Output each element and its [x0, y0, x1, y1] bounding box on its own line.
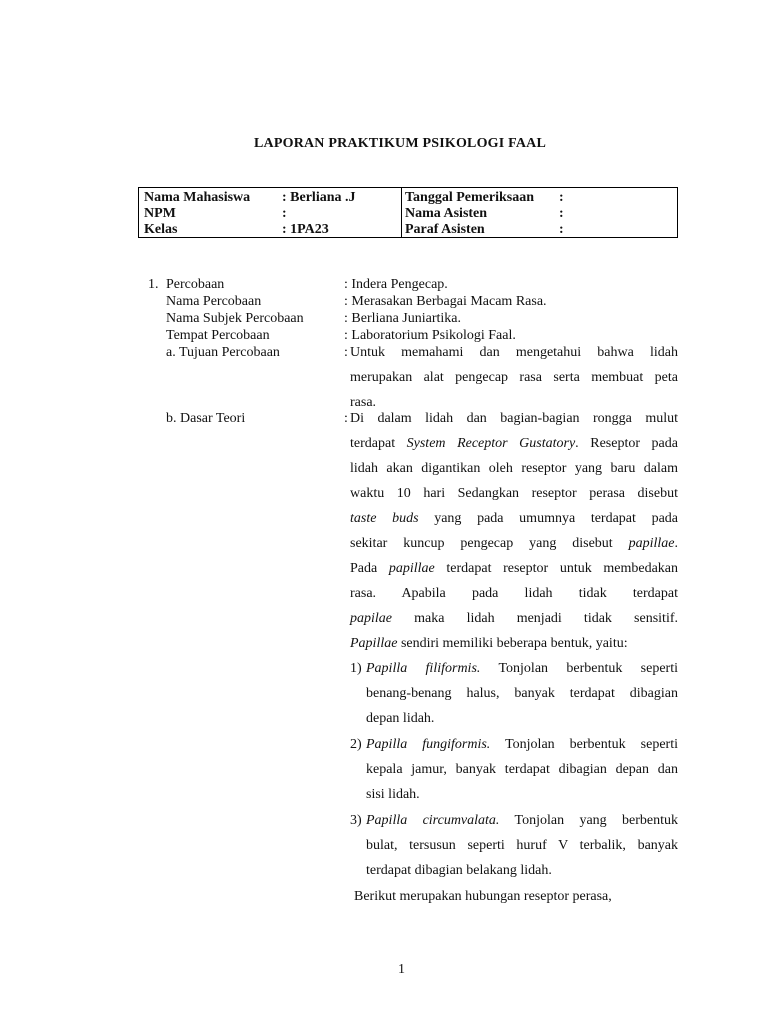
dasar-line-6-a: sekitar kuncup pengecap yang disebut — [350, 536, 629, 551]
papilla-item-3-line-1 — [366, 813, 678, 829]
tujuan-line-2: merupakan alat pengecap rasa serta membuat peta — [350, 370, 678, 385]
papilla-item-2-number: 2) — [350, 737, 362, 752]
dasar-line-1: Di dalam lidah dan bagian-bagian rongga mulut — [350, 411, 678, 426]
label-nama-asisten: Nama Asisten — [405, 206, 488, 221]
papilla-item-2-desc: Tonjolan berbentuk seperti — [505, 737, 678, 752]
label-tempat-percobaan: Tempat Percobaan — [166, 328, 270, 343]
dasar-line-2-a: terdapat — [350, 436, 407, 451]
term-papilla-fungiformis: Papilla fungiformis. — [366, 737, 491, 752]
label-npm: NPM — [144, 206, 176, 221]
papilla-item-2-line-1 — [366, 737, 678, 753]
papilla-item-3-line-3: terdapat dibagian belakang lidah. — [366, 863, 552, 878]
table-divider — [401, 188, 402, 237]
value-nama-subjek: : Berliana Juniartika. — [344, 311, 462, 326]
dasar-line-5 — [350, 511, 678, 527]
papilla-item-2-line-2: kepala jamur, banyak terdapat dibagian depan dan — [366, 762, 678, 777]
label-tujuan-percobaan: a. Tujuan Percobaan — [166, 345, 280, 360]
label-dasar-teori: b. Dasar Teori — [166, 411, 246, 426]
dasar-line-8: rasa. Apabila pada lidah tidak terdapat — [350, 586, 678, 601]
label-percobaan: Percobaan — [166, 277, 225, 292]
value-tempat-percobaan: : Laboratorium Psikologi Faal. — [344, 328, 516, 343]
term-papillae-3: Papillae — [350, 636, 398, 651]
label-nama-mahasiswa: Nama Mahasiswa — [144, 190, 251, 205]
value-paraf-asisten: : — [559, 222, 564, 237]
dasar-line-5-b: yang pada umumnya terdapat pada — [418, 511, 679, 526]
papilla-item-1-desc: Tonjolan berbentuk seperti — [498, 661, 678, 676]
value-kelas: : 1PA23 — [282, 222, 329, 237]
papilla-item-1-line-2: benang-benang halus, banyak terdapat dibagian — [366, 686, 678, 701]
term-papilla-circumvalata: Papilla circumvalata. — [366, 813, 500, 828]
dasar-line-2-c: . Reseptor pada — [575, 436, 678, 451]
papilla-item-2-line-3: sisi lidah. — [366, 787, 420, 802]
term-system-receptor: System Receptor Gustatory — [406, 436, 576, 451]
value-nama-mahasiswa: : Berliana .J — [282, 190, 356, 205]
dasar-line-2 — [350, 436, 678, 452]
dasar-line-9-b: maka lidah menjadi tidak sensitif. — [392, 611, 678, 626]
dasar-line-10 — [350, 636, 628, 652]
value-nama-percobaan: : Merasakan Berbagai Macam Rasa. — [344, 294, 547, 309]
term-papilae: papilae — [350, 611, 392, 626]
label-kelas: Kelas — [144, 222, 178, 237]
papilla-item-3-line-2: bulat, tersusun seperti huruf V terbalik, banyak — [366, 838, 678, 853]
dasar-line-7 — [350, 561, 678, 577]
label-nama-percobaan: Nama Percobaan — [166, 294, 262, 309]
papilla-item-3-desc: Tonjolan yang berbentuk — [514, 813, 678, 828]
label-paraf-asisten: Paraf Asisten — [405, 222, 485, 237]
papilla-item-3-number: 3) — [350, 813, 362, 828]
value-npm: : — [282, 206, 287, 221]
value-tanggal-pemeriksaan: : — [559, 190, 564, 205]
label-nama-subjek: Nama Subjek Percobaan — [166, 311, 304, 326]
dasar-line-6 — [350, 536, 678, 552]
term-papillae-2: papillae — [388, 561, 435, 576]
dasar-line-4: waktu 10 hari Sedangkan reseptor perasa disebut — [350, 486, 678, 501]
section-number: 1. — [148, 277, 159, 292]
dasar-closing-line: Berikut merupakan hubungan reseptor perasa, — [354, 889, 612, 904]
dasar-line-7-c: terdapat reseptor untuk membedakan — [434, 561, 678, 576]
document-title: LAPORAN PRAKTIKUM PSIKOLOGI FAAL — [254, 136, 546, 151]
papilla-item-1-number: 1) — [350, 661, 362, 676]
value-percobaan: : Indera Pengecap. — [344, 277, 448, 292]
tujuan-line-1: Untuk memahami dan mengetahui bahwa lidah — [350, 345, 678, 360]
term-papilla-filiformis: Papilla filiformis. — [366, 661, 481, 676]
term-papillae: papillae — [628, 536, 675, 551]
dasar-line-7-a: Pada — [350, 561, 389, 576]
term-taste-buds: taste buds — [350, 511, 419, 526]
label-tanggal-pemeriksaan: Tanggal Pemeriksaan — [405, 190, 534, 205]
student-info-table — [138, 187, 678, 238]
value-nama-asisten: : — [559, 206, 564, 221]
page-number: 1 — [398, 962, 405, 977]
colon-tujuan: : — [344, 345, 348, 360]
papilla-item-1-line-1 — [366, 661, 678, 677]
dasar-line-3: lidah akan digantikan oleh reseptor yang baru dalam — [350, 461, 678, 476]
dasar-line-9 — [350, 611, 678, 627]
dasar-line-10-b: sendiri memiliki beberapa bentuk, yaitu: — [397, 636, 628, 651]
tujuan-line-3: rasa. — [350, 395, 377, 410]
dasar-line-6-c: . — [674, 536, 678, 551]
colon-dasar-teori: : — [344, 411, 348, 426]
papilla-item-1-line-3: depan lidah. — [366, 711, 435, 726]
